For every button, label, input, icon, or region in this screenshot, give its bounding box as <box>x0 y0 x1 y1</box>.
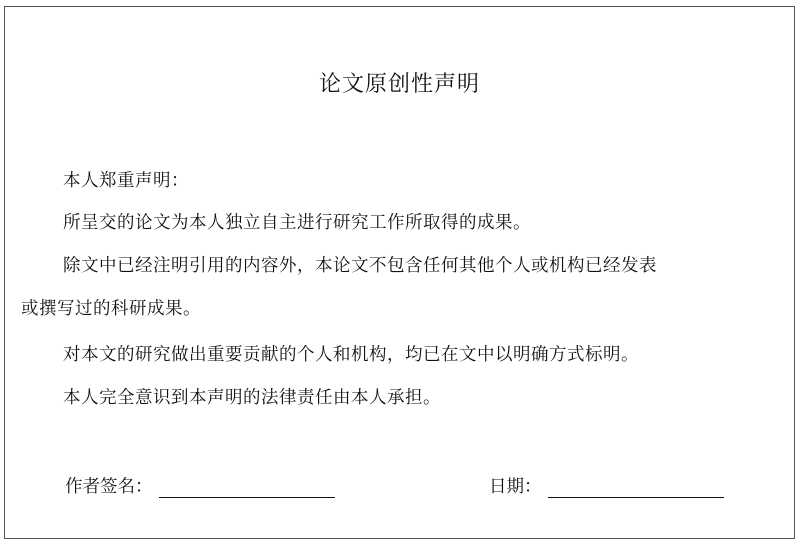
declaration-frame <box>4 6 795 539</box>
author-signature-label: 作者签名： <box>65 477 153 497</box>
paragraph-citation-line-1: 除文中已经注明引用的内容外，本论文不包含任何其他个人或机构已经发表 <box>63 256 657 276</box>
date-line[interactable] <box>548 479 724 498</box>
paragraph-legal-responsibility: 本人完全意识到本声明的法律责任由本人承担。 <box>63 388 441 408</box>
paragraph-citation-line-2: 或撰写过的科研成果。 <box>21 299 201 319</box>
document-title: 论文原创性声明 <box>318 72 480 97</box>
author-signature-line[interactable] <box>159 479 335 498</box>
paragraph-original-work: 所呈交的论文为本人独立自主进行研究工作所取得的成果。 <box>63 213 531 233</box>
date-label: 日期： <box>489 477 542 497</box>
paragraph-contributors: 对本文的研究做出重要贡献的个人和机构，均已在文中以明确方式标明。 <box>63 345 639 365</box>
author-signature-field <box>65 473 335 498</box>
paragraph-declaration-intro: 本人郑重声明： <box>63 171 189 191</box>
date-field <box>489 473 724 498</box>
